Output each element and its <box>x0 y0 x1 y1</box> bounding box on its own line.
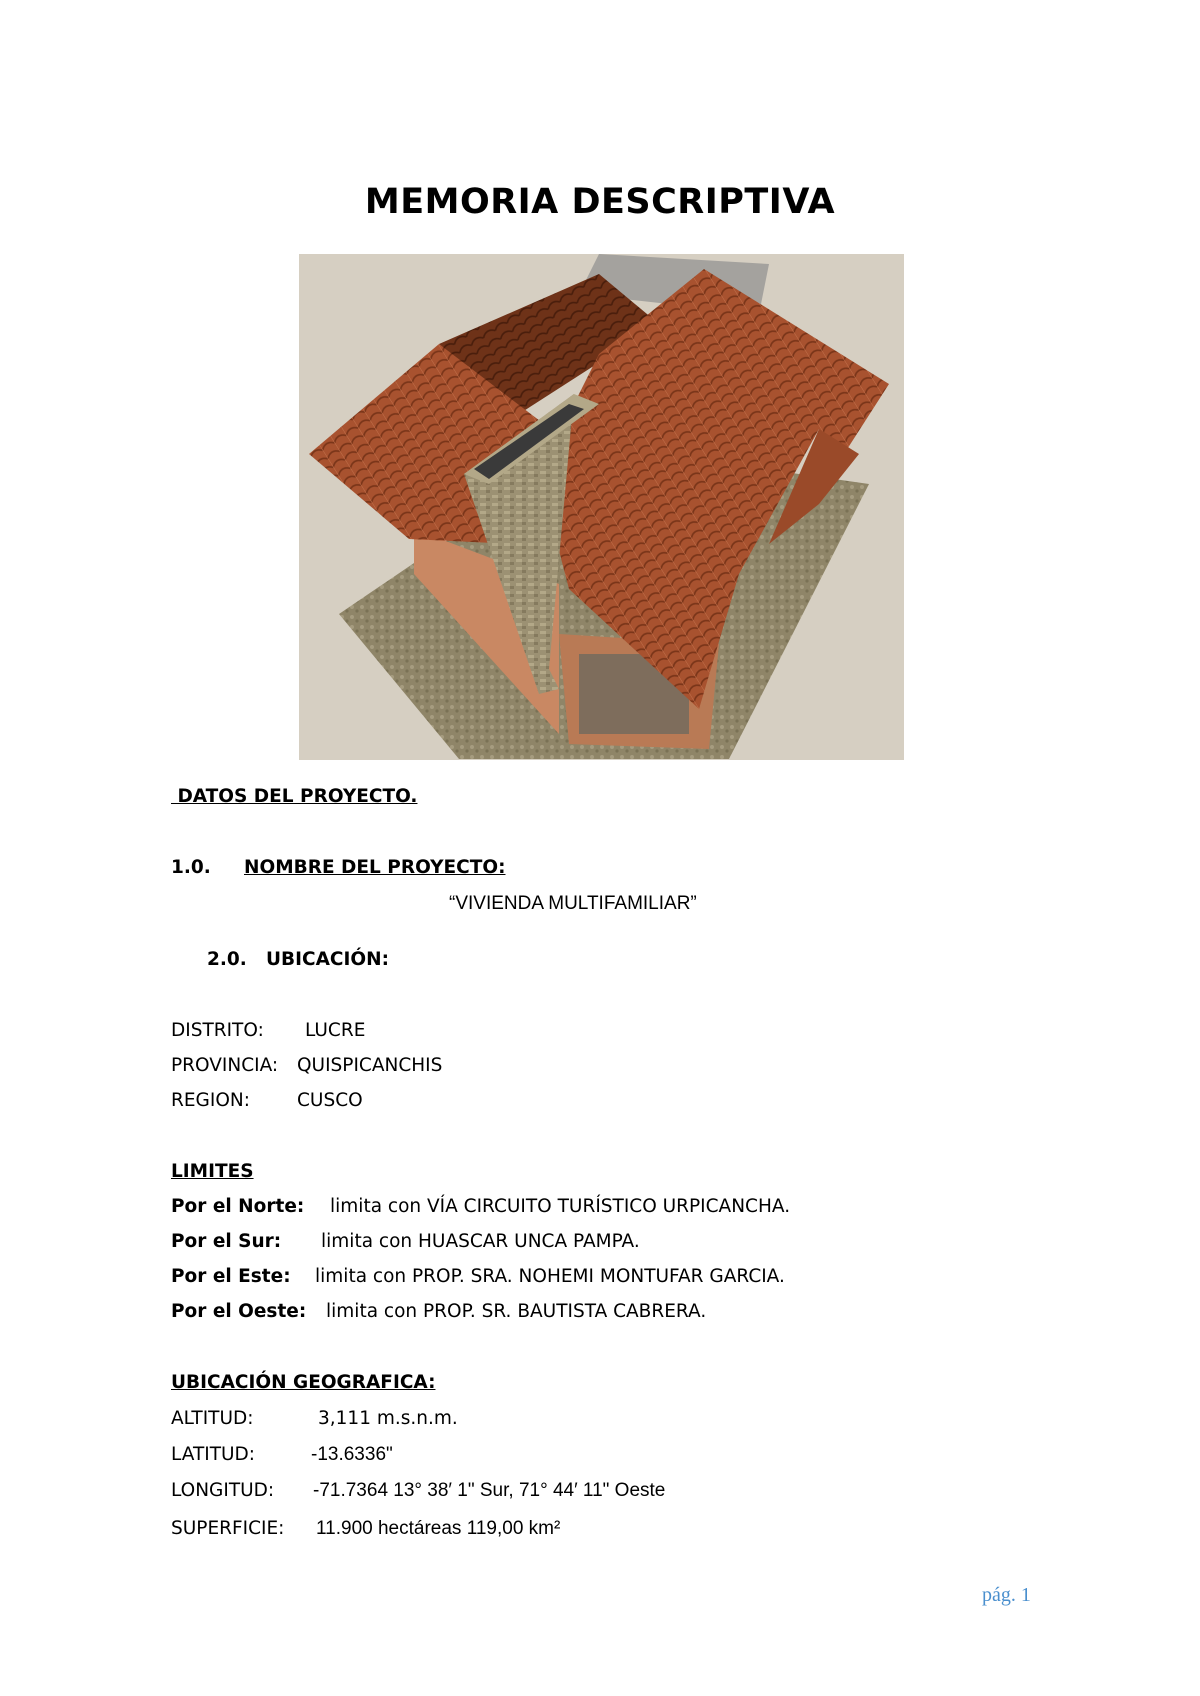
limites-heading: LIMITES <box>171 1161 254 1182</box>
altitud-label: ALTITUD: <box>171 1408 254 1429</box>
limite-sur-label: Por el Sur: <box>171 1231 282 1252</box>
superficie-label: SUPERFICIE: <box>171 1518 285 1539</box>
provincia-label: PROVINCIA: <box>171 1055 279 1076</box>
limite-norte-label: Por el Norte: <box>171 1196 305 1217</box>
latitud-label: LATITUD: <box>171 1444 256 1465</box>
section-1-label: NOMBRE DEL PROYECTO: <box>244 857 506 878</box>
limite-este-label: Por el Este: <box>171 1266 291 1287</box>
section-2-label: UBICACIÓN: <box>266 949 389 970</box>
longitud-value: -71.7364 13° 38′ 1" Sur, 71° 44′ 11" Oeste <box>313 1480 666 1501</box>
project-name: “VIVIENDA MULTIFAMILIAR” <box>449 893 697 914</box>
limite-sur-value: limita con HUASCAR UNCA PAMPA. <box>321 1231 640 1252</box>
limite-norte-value: limita con VÍA CIRCUITO TURÍSTICO URPICANCHA. <box>330 1196 791 1217</box>
section-1-number: 1.0. <box>171 857 211 878</box>
region-label: REGION: <box>171 1090 250 1111</box>
distrito-value: LUCRE <box>305 1020 366 1041</box>
latitud-value: -13.6336" <box>311 1444 393 1465</box>
distrito-label: DISTRITO: <box>171 1020 264 1041</box>
geo-heading: UBICACIÓN GEOGRAFICA: <box>171 1372 436 1393</box>
limite-oeste-label: Por el Oeste: <box>171 1301 307 1322</box>
longitud-label: LONGITUD: <box>171 1480 275 1501</box>
altitud-value: 3,111 m.s.n.m. <box>318 1408 458 1429</box>
limite-oeste-value: limita con PROP. SR. BAUTISTA CABRERA. <box>326 1301 707 1322</box>
document-title: MEMORIA DESCRIPTIVA <box>364 182 836 222</box>
section-2-number: 2.0. <box>207 949 247 970</box>
limite-este-value: limita con PROP. SRA. NOHEMI MONTUFAR GARCIA. <box>315 1266 785 1287</box>
provincia-value: QUISPICANCHIS <box>297 1055 443 1076</box>
superficie-value: 11.900 hectáreas 119,00 km² <box>316 1518 561 1539</box>
section-heading-datos: DATOS DEL PROYECTO. <box>171 786 418 807</box>
page-number: pág. 1 <box>982 1584 1031 1606</box>
region-value: CUSCO <box>297 1090 363 1111</box>
house-render-image <box>299 254 904 760</box>
